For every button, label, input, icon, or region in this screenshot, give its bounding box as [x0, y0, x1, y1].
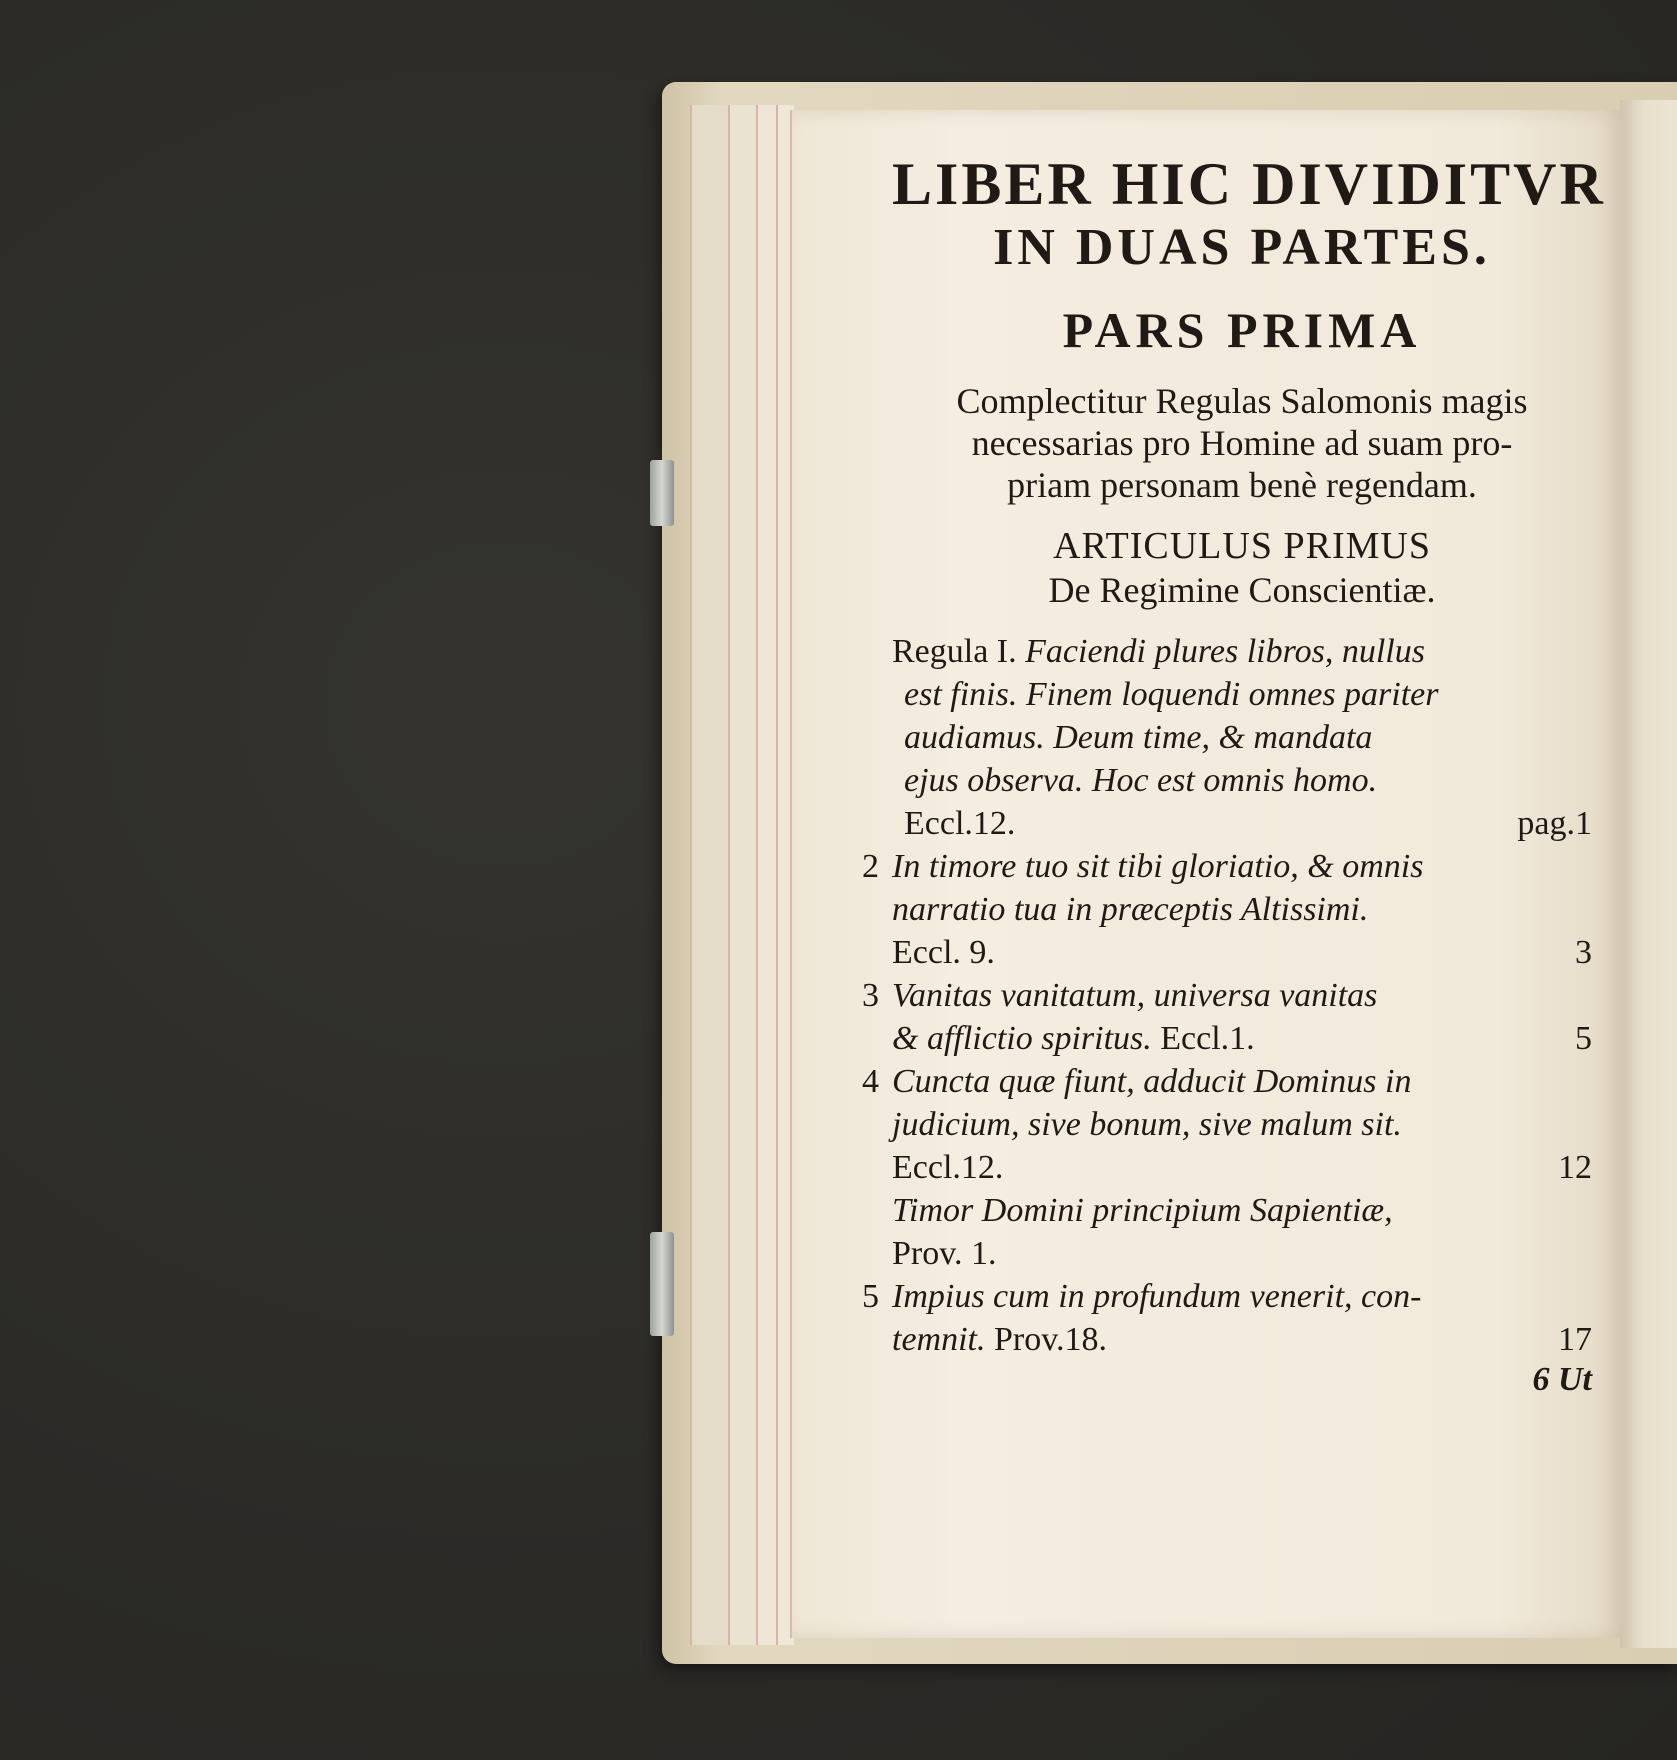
rule-line — [862, 845, 1592, 888]
section-title: PARS PRIMA — [1062, 302, 1422, 358]
title-line-2: IN DUAS PARTES. — [993, 219, 1491, 276]
rule-text: Cuncta quæ fiunt, adducit Dominus in — [892, 1063, 1412, 1100]
clasp-top — [650, 460, 674, 526]
rule-text: & afflictio spiritus. — [892, 1020, 1161, 1057]
catchword: 6 Ut — [1532, 1361, 1592, 1398]
title-line-1: LIBER HIC DIVIDITVR — [892, 151, 1606, 217]
rule-line — [892, 1017, 1592, 1060]
rule-line — [892, 630, 1592, 673]
rule-line — [892, 1189, 1592, 1232]
page-reference: 17 — [1558, 1321, 1592, 1358]
page-reference: 5 — [1575, 1020, 1592, 1057]
rule-line — [892, 931, 1592, 974]
rule-text: judicium, sive bonum, sive malum sit. — [892, 1106, 1402, 1143]
rule-item — [892, 630, 1592, 845]
rule-text: est finis. Finem loquendi omnes pariter — [904, 676, 1439, 713]
facing-page — [1620, 100, 1677, 1648]
rule-text: Impius cum in profundum venerit, con- — [892, 1278, 1422, 1315]
rule-number: 5 — [862, 1278, 879, 1315]
rule-text: audiamus. Deum time, & mandata — [904, 719, 1373, 756]
rule-text: narratio tua in præceptis Altissimi. — [892, 891, 1369, 928]
rule-number: 2 — [862, 848, 879, 885]
rule-item — [862, 974, 1592, 1060]
rule-citation: Eccl.12. — [892, 1149, 1004, 1186]
rule-item — [862, 845, 1592, 974]
rule-line — [892, 716, 1592, 759]
rule-line — [892, 888, 1592, 931]
rule-lead: Regula I. — [892, 633, 1026, 670]
rules-list — [862, 630, 1592, 1361]
intro-line: necessarias pro Homine ad suam pro- — [971, 423, 1513, 463]
page-edge — [690, 105, 732, 1645]
rule-citation: Eccl.1. — [1160, 1020, 1255, 1057]
rule-text: Timor Domini principium Sapientiæ, — [892, 1192, 1393, 1229]
book-page — [790, 110, 1622, 1638]
rule-text: Vanitas vanitatum, universa vanitas — [892, 977, 1378, 1014]
rule-line — [862, 1060, 1592, 1103]
rule-line — [892, 673, 1592, 716]
rule-number: 3 — [862, 977, 879, 1014]
rule-text: temnit. — [892, 1321, 994, 1358]
rule-line — [892, 1318, 1592, 1361]
rule-text: ejus observa. Hoc est omnis homo. — [904, 762, 1378, 799]
page-reference: 3 — [1575, 934, 1592, 971]
rule-line — [892, 802, 1592, 845]
rule-line — [892, 1146, 1592, 1189]
rule-line — [892, 1232, 1592, 1275]
intro-line: priam personam benè regendam. — [1007, 465, 1477, 505]
rule-text: In timore tuo sit tibi gloriatio, & omnis — [892, 848, 1424, 885]
intro-line: Complectitur Regulas Salomonis magis — [956, 381, 1528, 421]
page-text — [862, 150, 1606, 1398]
clasp-bottom — [650, 1232, 674, 1336]
page-reference: 12 — [1558, 1149, 1592, 1186]
rule-line — [892, 759, 1592, 802]
article-title: ARTICULUS PRIMUS — [1053, 525, 1431, 567]
rule-line — [862, 974, 1592, 1017]
rule-citation: Eccl. 9. — [892, 934, 995, 971]
page-reference: pag.1 — [1517, 805, 1592, 842]
rule-item — [862, 1275, 1592, 1361]
rule-line — [862, 1275, 1592, 1318]
rule-line — [892, 1103, 1592, 1146]
rule-number: 4 — [862, 1063, 879, 1100]
rule-citation: Eccl.12. — [904, 805, 1016, 842]
intro-paragraph — [892, 380, 1592, 506]
rule-citation: Prov.18. — [993, 1321, 1108, 1358]
article-subtitle: De Regimine Conscientiæ. — [1048, 570, 1436, 610]
rule-citation: Prov. 1. — [892, 1235, 997, 1272]
rule-item — [862, 1060, 1592, 1275]
rule-text: Faciendi plures libros, nullus — [1025, 633, 1425, 670]
